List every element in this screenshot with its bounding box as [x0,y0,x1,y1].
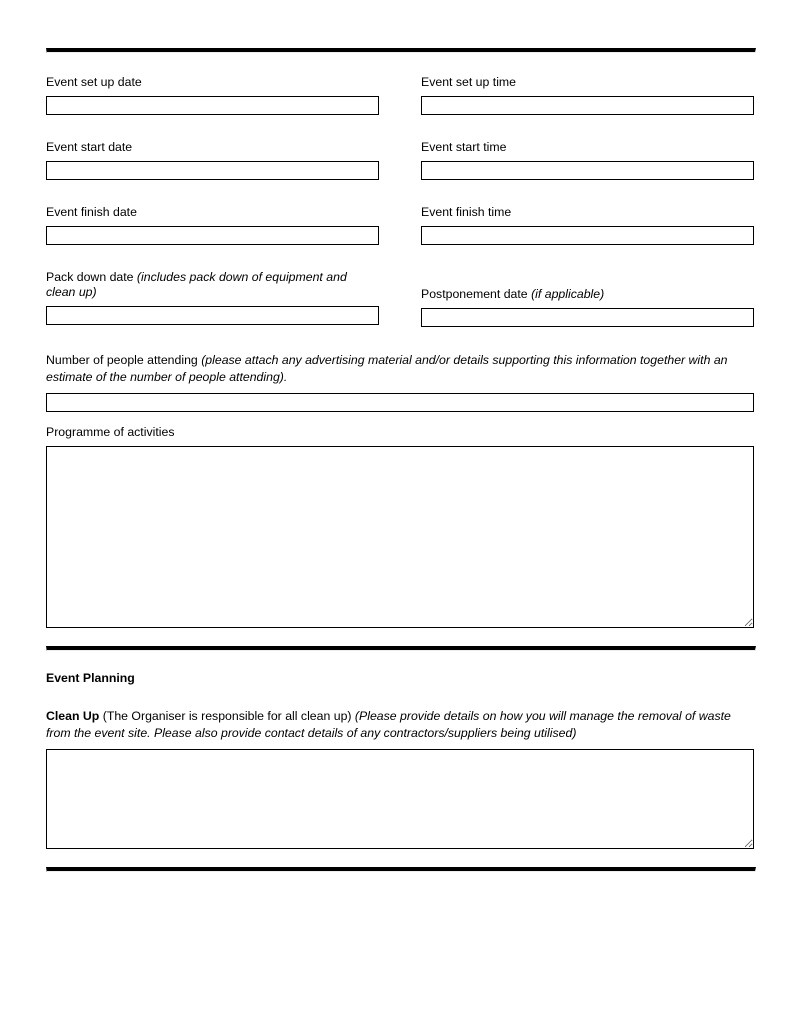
form-row-setup [46,75,754,115]
label-clean-up [46,708,754,741]
field-group-event-finish-time [421,205,754,245]
field-group-attendance [46,352,754,412]
input-event-setup-date[interactable] [46,96,379,115]
label-postponement-date-italic: (if applicable) [531,287,605,301]
input-event-finish-time[interactable] [421,226,754,245]
section-divider-middle [46,646,756,651]
input-event-start-time[interactable] [421,161,754,180]
label-programme-of-activities: Programme of activities [46,425,175,439]
label-event-finish-time: Event finish time [421,205,512,219]
field-group-event-finish-date [46,205,379,245]
field-group-event-start-time [421,140,754,180]
textarea-programme-of-activities[interactable] [46,446,754,628]
input-event-finish-date[interactable] [46,226,379,245]
label-event-finish-date: Event finish date [46,205,137,219]
input-postponement-date[interactable] [421,308,754,327]
section-divider-top [46,48,756,53]
label-postponement-date-regular: Postponement date [421,287,532,301]
heading-event-planning: Event Planning [46,671,135,685]
section-divider-bottom [46,867,756,872]
input-pack-down-date[interactable] [46,306,379,325]
input-attendance[interactable] [46,393,754,412]
spacer [46,412,754,425]
spacer [46,127,754,140]
label-pack-down-date-italic: (includes pack down of equipment and clean up) [46,270,351,299]
field-group-programme [46,425,754,628]
field-group-postponement-date [421,270,754,327]
field-group-event-setup-time [421,75,754,115]
label-pack-down-date [46,270,379,300]
form-row-packdown [46,270,754,327]
spacer [46,192,754,205]
field-group-clean-up [46,708,754,849]
spacer [46,257,754,270]
field-group-event-setup-date [46,75,379,115]
label-pack-down-date-regular: Pack down date [46,270,137,284]
label-event-setup-time: Event set up time [421,75,517,89]
field-group-pack-down-date [46,270,379,325]
textarea-clean-up[interactable] [46,749,754,849]
field-group-event-start-date [46,140,379,180]
input-event-start-date[interactable] [46,161,379,180]
label-attendance-regular: Number of people attending [46,353,202,367]
form-row-finish [46,205,754,245]
label-attendance-italic: (please attach any advertising material and/or details supporting this information together with an estimate of the number of people attending). [46,353,728,384]
spacer [46,339,754,352]
form-content [46,48,754,872]
label-attendance [46,352,754,385]
label-event-start-time: Event start time [421,140,507,154]
form-row-start [46,140,754,180]
label-postponement-date [421,287,754,302]
label-clean-up-bold: Clean Up [46,709,103,723]
label-clean-up-italic: (Please provide details on how you will manage the removal of waste from the event site. Please also provide contact details of any contractors/suppliers being utilised) [46,709,731,740]
label-event-setup-date: Event set up date [46,75,142,89]
input-event-setup-time[interactable] [421,96,754,115]
label-event-start-date: Event start date [46,140,133,154]
label-clean-up-regular: (The Organiser is responsible for all clean up) [102,709,355,723]
